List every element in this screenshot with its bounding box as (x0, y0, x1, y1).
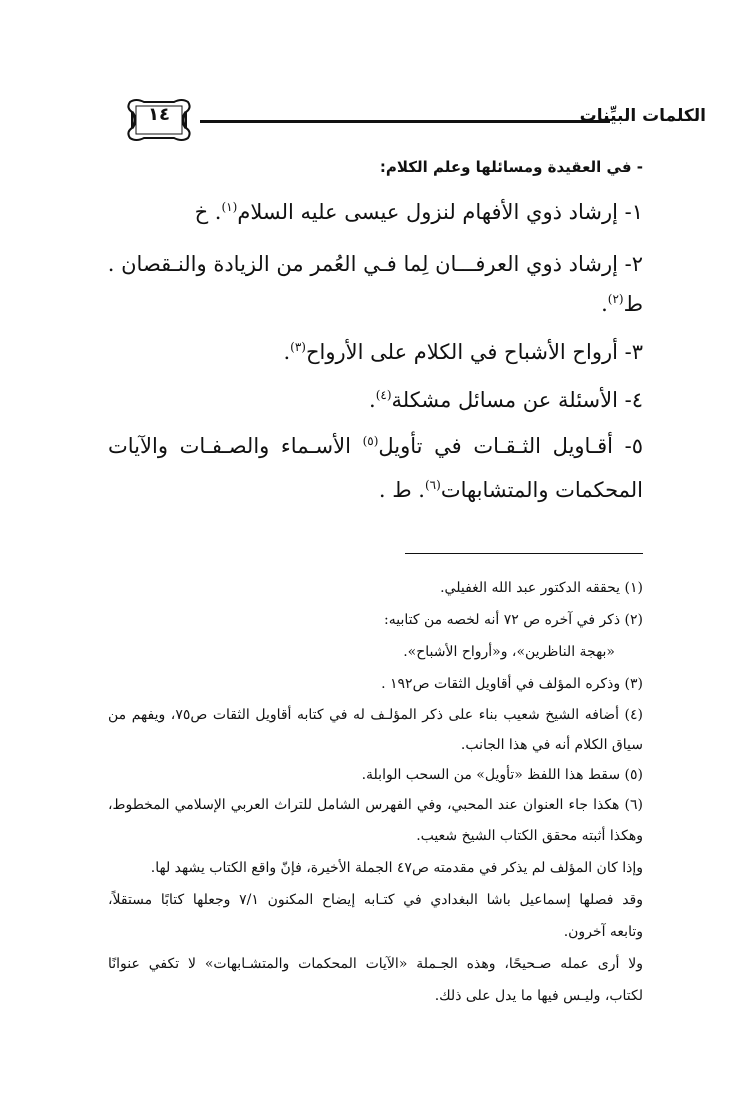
line-suffix: . (283, 340, 291, 364)
line-suffix: . خ (194, 200, 222, 224)
footnote-ref: (٢) (607, 292, 624, 306)
footnote-line: وهكذا أثبته محقق الكتاب الشيخ شعيب. (416, 828, 643, 844)
footnote-line: لكتاب، وليـس فيها ما يدل على ذلك. (434, 988, 643, 1004)
footnote-line: (٦) هكذا جاء العنوان عند المحبي، وفي الفهرس الشامل للتراث العربي الإسلامي المخطوط، (108, 797, 643, 813)
line-text: ٤- الأسئلة عن مسائل مشكلة (391, 388, 643, 412)
book-line (108, 434, 643, 458)
footnote-line: وقد فصلها إسماعيل باشا البغدادي في كتـابه إيضاح المكنون ٧/١ وجعلها كتابًا مستقلاً، (108, 892, 643, 908)
footnote-separator (405, 553, 643, 554)
line-text: المحكمات والمتشابهات (440, 478, 643, 502)
line-text: ٣- أرواح الأشباح في الكلام على الأرواح (305, 340, 643, 364)
footnote-ref: (٥) (362, 434, 379, 448)
line-text: ٢- إرشاد ذوي العرفـــان لِما فـي العُمر من الزيادة والنـقصان . (107, 252, 643, 276)
book-line (108, 252, 643, 276)
book-line (108, 292, 643, 316)
section-heading: - في العقيدة ومسائلها وعلم الكلام: (379, 158, 643, 176)
line-suffix: . (369, 388, 376, 412)
line-suffix: . ط . (378, 478, 425, 502)
footnote-ref: (٣) (290, 340, 306, 354)
book-line (108, 478, 643, 502)
footnote-ref: (١) (221, 200, 238, 214)
page-header (108, 96, 706, 146)
line-text: ط (623, 292, 643, 316)
footnote-ref: (٤) (375, 388, 392, 402)
line-suffix: الأسـماء والصـفـات والآيات (108, 434, 363, 458)
footnote-line: وإذا كان المؤلف لم يذكر في مقدمته ص٤٧ الجملة الأخيرة، فإنّ واقع الكتاب يشهد لها. (150, 860, 643, 876)
footnote-line: وتابعه آخرون. (563, 924, 643, 940)
footnote-line: ولا أرى عمله صـحيحًا، وهذه الجـملة «الآيات المحكمات والمتشـابهات» لا تكفي عنوانًا (108, 956, 643, 972)
header-rule (200, 120, 610, 123)
book-line (108, 200, 643, 224)
page-number: ١٤ (148, 104, 170, 125)
line-suffix: . (601, 292, 608, 316)
footnote-line: (٤) أضافه الشيخ شعيب بناء على ذكر المؤلـف له في كتابه أقاويل الثقات ص٧٥، ويفهم من (108, 707, 644, 723)
running-title: الكلمات البيِّنات (579, 106, 706, 126)
page-number-ornament (122, 96, 196, 142)
line-text: ١- إرشاد ذوي الأفهام لنزول عيسى عليه السلام (237, 200, 643, 224)
footnote-line: (٣) وذكره المؤلف في أقاويل الثقات ص١٩٢ . (381, 676, 643, 692)
book-line (108, 388, 643, 412)
footnote-line: (٢) ذكر في آخره ص ٧٢ أنه لخصه من كتابيه: (384, 612, 643, 628)
footnote-ref: (٦) (424, 478, 441, 492)
line-text: ٥- أقـاويل الثـقـات في تأويل (378, 434, 643, 458)
footnote-line: (١) يحققه الدكتور عبد الله الغفيلي. (440, 580, 643, 596)
book-line (108, 340, 643, 364)
footnote-line: (٥) سقط هذا اللفظ «تأويل» من السحب الوابلة. (361, 767, 643, 783)
footnote-line: سياق الكلام أنه في هذا الجانب. (460, 737, 643, 753)
footnote-line: «بهجة الناظرين»، و«أرواح الأشباح». (403, 644, 615, 660)
